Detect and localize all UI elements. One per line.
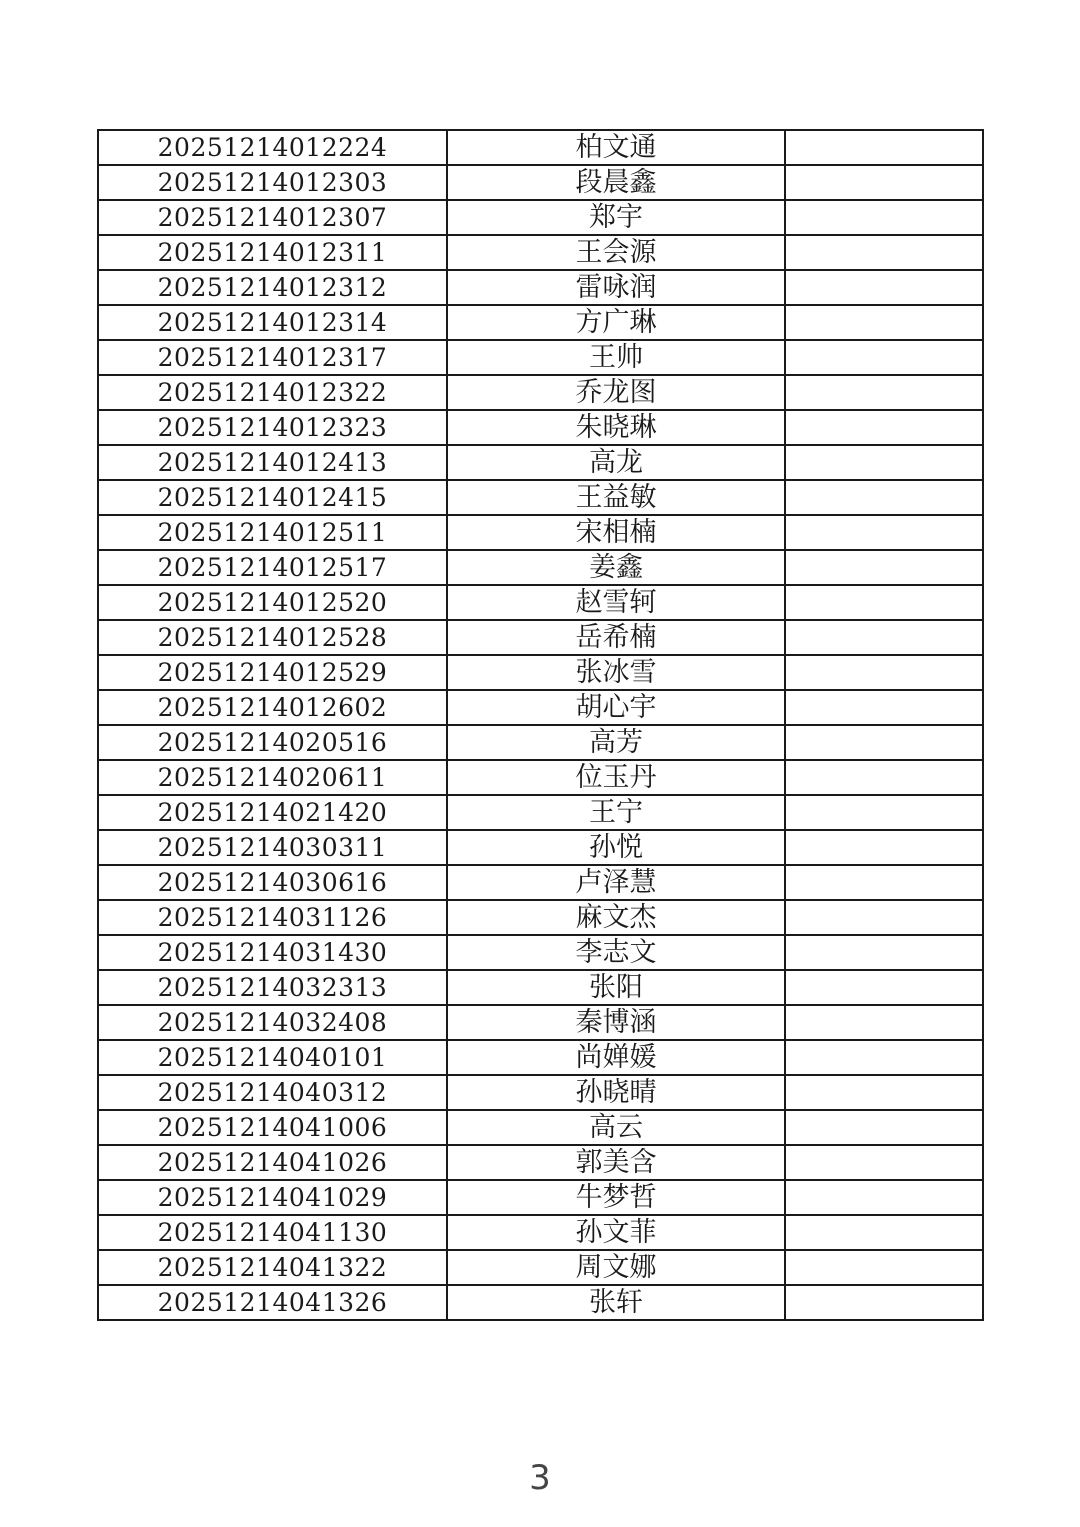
table-row [98, 1145, 983, 1180]
note-cell [785, 970, 983, 1005]
note-cell [785, 725, 983, 760]
exam-id-cell: 20251214012311 [98, 235, 447, 270]
exam-id-cell: 20251214012529 [98, 655, 447, 690]
exam-id-cell: 20251214021420 [98, 795, 447, 830]
note-cell [785, 1215, 983, 1250]
student-name-cell: 位玉丹 [447, 760, 785, 795]
table-row [98, 375, 983, 410]
exam-id-cell: 20251214012517 [98, 550, 447, 585]
table-row [98, 165, 983, 200]
table-row [98, 130, 983, 165]
student-name-cell: 牛梦哲 [447, 1180, 785, 1215]
roster-table [97, 129, 984, 1321]
table-row [98, 550, 983, 585]
student-name-cell: 高云 [447, 1110, 785, 1145]
exam-id-cell: 20251214030311 [98, 830, 447, 865]
exam-id-cell: 20251214040312 [98, 1075, 447, 1110]
table-row [98, 340, 983, 375]
exam-id-cell: 20251214031126 [98, 900, 447, 935]
exam-id-cell: 20251214020516 [98, 725, 447, 760]
exam-id-cell: 20251214031430 [98, 935, 447, 970]
note-cell [785, 865, 983, 900]
student-name-cell: 段晨鑫 [447, 165, 785, 200]
exam-id-cell: 20251214041006 [98, 1110, 447, 1145]
table-row [98, 690, 983, 725]
exam-id-cell: 20251214032313 [98, 970, 447, 1005]
table-row [98, 585, 983, 620]
note-cell [785, 235, 983, 270]
table-row [98, 725, 983, 760]
table-row [98, 480, 983, 515]
note-cell [785, 445, 983, 480]
student-name-cell: 周文娜 [447, 1250, 785, 1285]
student-name-cell: 王宁 [447, 795, 785, 830]
note-cell [785, 690, 983, 725]
table-row [98, 1180, 983, 1215]
table-row [98, 900, 983, 935]
exam-id-cell: 20251214012528 [98, 620, 447, 655]
table-row [98, 865, 983, 900]
student-name-cell: 岳希楠 [447, 620, 785, 655]
note-cell [785, 795, 983, 830]
roster-table-body [98, 130, 983, 1320]
note-cell [785, 1180, 983, 1215]
student-name-cell: 卢泽慧 [447, 865, 785, 900]
table-row [98, 1110, 983, 1145]
exam-id-cell: 20251214012413 [98, 445, 447, 480]
exam-id-cell: 20251214041026 [98, 1145, 447, 1180]
note-cell [785, 620, 983, 655]
student-name-cell: 秦博涵 [447, 1005, 785, 1040]
exam-id-cell: 20251214041322 [98, 1250, 447, 1285]
student-name-cell: 张轩 [447, 1285, 785, 1320]
student-name-cell: 郑宇 [447, 200, 785, 235]
exam-id-cell: 20251214012511 [98, 515, 447, 550]
note-cell [785, 340, 983, 375]
note-cell [785, 1005, 983, 1040]
table-row [98, 1215, 983, 1250]
table-row [98, 1005, 983, 1040]
note-cell [785, 200, 983, 235]
student-name-cell: 高芳 [447, 725, 785, 760]
table-row [98, 410, 983, 445]
table-row [98, 655, 983, 690]
table-row [98, 1075, 983, 1110]
student-name-cell: 张冰雪 [447, 655, 785, 690]
note-cell [785, 550, 983, 585]
student-name-cell: 孙晓晴 [447, 1075, 785, 1110]
table-row [98, 515, 983, 550]
exam-id-cell: 20251214012307 [98, 200, 447, 235]
note-cell [785, 830, 983, 865]
student-name-cell: 李志文 [447, 935, 785, 970]
table-row [98, 795, 983, 830]
exam-id-cell: 20251214012602 [98, 690, 447, 725]
note-cell [785, 1145, 983, 1180]
note-cell [785, 1285, 983, 1320]
exam-id-cell: 20251214041326 [98, 1285, 447, 1320]
table-row [98, 445, 983, 480]
student-name-cell: 柏文通 [447, 130, 785, 165]
exam-id-cell: 20251214012323 [98, 410, 447, 445]
page-number: 3 [529, 1458, 551, 1498]
table-row [98, 305, 983, 340]
student-name-cell: 张阳 [447, 970, 785, 1005]
note-cell [785, 760, 983, 795]
exam-id-cell: 20251214041130 [98, 1215, 447, 1250]
note-cell [785, 130, 983, 165]
table-row [98, 1250, 983, 1285]
exam-id-cell: 20251214012303 [98, 165, 447, 200]
note-cell [785, 1040, 983, 1075]
note-cell [785, 375, 983, 410]
note-cell [785, 410, 983, 445]
table-row [98, 200, 983, 235]
exam-id-cell: 20251214020611 [98, 760, 447, 795]
note-cell [785, 165, 983, 200]
exam-id-cell: 20251214012520 [98, 585, 447, 620]
student-name-cell: 王益敏 [447, 480, 785, 515]
student-name-cell: 赵雪轲 [447, 585, 785, 620]
exam-id-cell: 20251214012314 [98, 305, 447, 340]
note-cell [785, 1250, 983, 1285]
exam-id-cell: 20251214032408 [98, 1005, 447, 1040]
student-name-cell: 孙悦 [447, 830, 785, 865]
note-cell [785, 270, 983, 305]
table-row [98, 830, 983, 865]
table-row [98, 620, 983, 655]
student-name-cell: 胡心宇 [447, 690, 785, 725]
note-cell [785, 1110, 983, 1145]
student-name-cell: 高龙 [447, 445, 785, 480]
table-row [98, 270, 983, 305]
student-name-cell: 王帅 [447, 340, 785, 375]
exam-id-cell: 20251214012312 [98, 270, 447, 305]
exam-id-cell: 20251214012322 [98, 375, 447, 410]
student-name-cell: 姜鑫 [447, 550, 785, 585]
exam-id-cell: 20251214012415 [98, 480, 447, 515]
student-name-cell: 雷咏润 [447, 270, 785, 305]
exam-id-cell: 20251214040101 [98, 1040, 447, 1075]
table-row [98, 935, 983, 970]
note-cell [785, 935, 983, 970]
note-cell [785, 585, 983, 620]
exam-id-cell: 20251214012317 [98, 340, 447, 375]
student-name-cell: 王会源 [447, 235, 785, 270]
student-name-cell: 尚婵媛 [447, 1040, 785, 1075]
student-name-cell: 宋相楠 [447, 515, 785, 550]
student-name-cell: 麻文杰 [447, 900, 785, 935]
student-name-cell: 方广琳 [447, 305, 785, 340]
note-cell [785, 305, 983, 340]
student-name-cell: 郭美含 [447, 1145, 785, 1180]
table-row [98, 1285, 983, 1320]
exam-id-cell: 20251214041029 [98, 1180, 447, 1215]
note-cell [785, 480, 983, 515]
table-row [98, 970, 983, 1005]
exam-id-cell: 20251214030616 [98, 865, 447, 900]
note-cell [785, 515, 983, 550]
note-cell [785, 1075, 983, 1110]
note-cell [785, 655, 983, 690]
table-row [98, 1040, 983, 1075]
student-name-cell: 乔龙图 [447, 375, 785, 410]
table-row [98, 235, 983, 270]
student-name-cell: 朱晓琳 [447, 410, 785, 445]
table-row [98, 760, 983, 795]
note-cell [785, 900, 983, 935]
student-name-cell: 孙文菲 [447, 1215, 785, 1250]
exam-id-cell: 20251214012224 [98, 130, 447, 165]
